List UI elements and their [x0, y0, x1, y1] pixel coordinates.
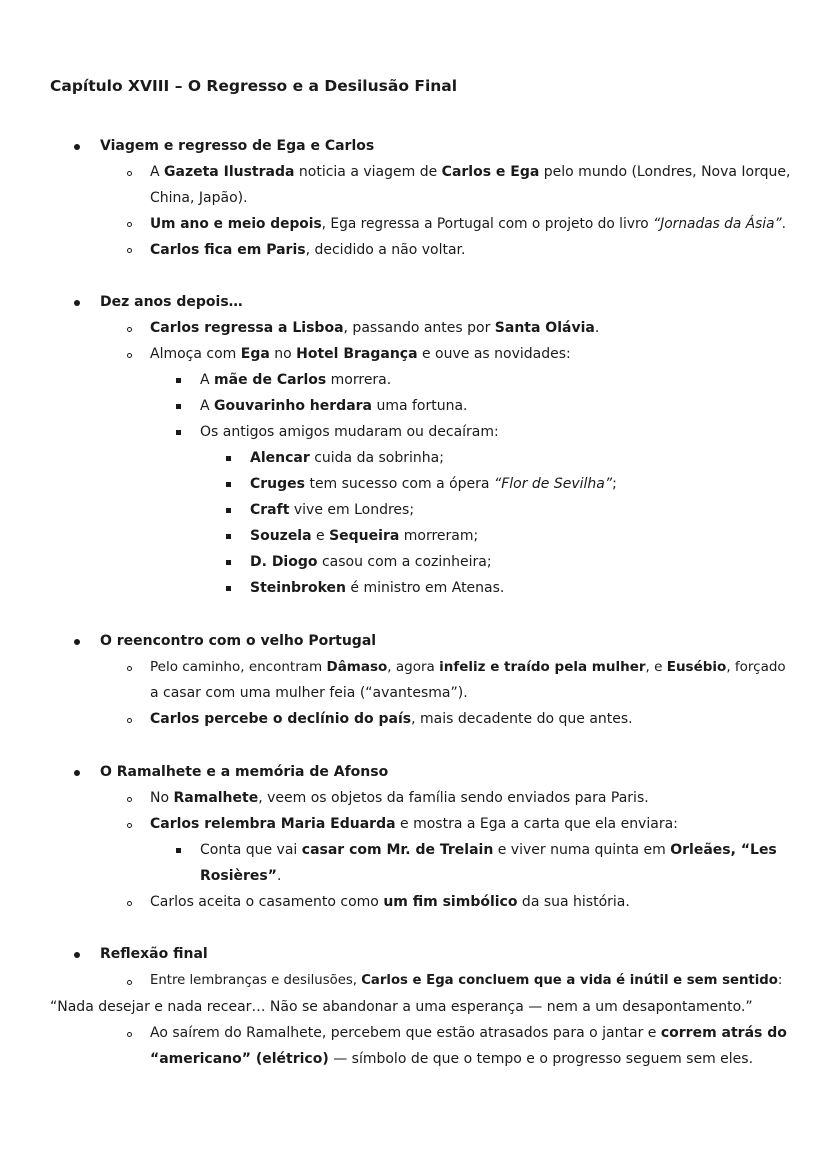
bullet-circle: [127, 248, 132, 253]
list-item: Alencar cuida da sobrinha;: [250, 450, 444, 466]
bullet-circle: [127, 353, 132, 358]
list-item: No Ramalhete, veem os objetos da família sendo enviados para Paris.: [150, 790, 649, 806]
list-item-continuation: a casar com uma mulher feia (“avantesma”).: [150, 685, 468, 701]
bullet-dot: [74, 770, 80, 776]
list-item: A Gazeta Ilustrada noticia a viagem de Carlos e Ega pelo mundo (Londres, Nova Iorque,: [150, 164, 791, 180]
section-heading: Reflexão final: [100, 946, 208, 962]
list-item: Carlos aceita o casamento como um fim simbólico da sua história.: [150, 894, 630, 910]
bullet-circle: [127, 171, 132, 176]
page-title: Capítulo XVIII – O Regresso e a Desilusão Final: [50, 77, 458, 95]
bullet-circle: [127, 980, 132, 985]
list-item: A Gouvarinho herdara uma fortuna.: [200, 398, 468, 414]
bullet-circle: [127, 222, 132, 227]
list-item: Carlos relembra Maria Eduarda e mostra a Ega a carta que ela enviara:: [150, 816, 678, 832]
list-item: Souzela e Sequeira morreram;: [250, 528, 479, 544]
list-item: Ao saírem do Ramalhete, percebem que estão atrasados para o jantar e correm atrás do: [150, 1025, 787, 1041]
bullet-dot: [74, 952, 80, 958]
bullet-square: [176, 378, 181, 383]
list-item: Os antigos amigos mudaram ou decaíram:: [200, 424, 499, 440]
bullet-square: [226, 534, 231, 539]
bullet-circle: [127, 901, 132, 906]
bullet-square: [226, 482, 231, 487]
bullet-square: [226, 508, 231, 513]
bullet-circle: [127, 797, 132, 802]
list-item: Craft vive em Londres;: [250, 502, 415, 518]
quote-line: “Nada desejar e nada recear… Não se abandonar a uma esperança — nem a um desapontamento.”: [50, 999, 753, 1015]
list-item: Pelo caminho, encontram Dâmaso, agora infeliz e traído pela mulher, e Eusébio, forçado: [150, 659, 786, 675]
bullet-dot: [74, 639, 80, 645]
bullet-square: [226, 560, 231, 565]
bullet-square: [226, 456, 231, 461]
bullet-circle: [127, 327, 132, 332]
list-item-continuation: “americano” (elétrico) — símbolo de que o tempo e o progresso seguem sem eles.: [150, 1051, 754, 1067]
list-item: Conta que vai casar com Mr. de Trelain e viver numa quinta em Orleães, “Les: [200, 842, 777, 858]
list-item: Carlos percebe o declínio do país, mais decadente do que antes.: [150, 711, 633, 727]
list-item: Almoça com Ega no Hotel Bragança e ouve as novidades:: [150, 346, 571, 362]
list-item: Um ano e meio depois, Ega regressa a Portugal com o projeto do livro “Jornadas da Ásia”.: [150, 216, 787, 232]
list-item-continuation: Rosières”.: [200, 868, 282, 884]
section-heading: Dez anos depois…: [100, 294, 243, 310]
list-item: D. Diogo casou com a cozinheira;: [250, 554, 492, 570]
list-item-continuation: China, Japão).: [150, 190, 248, 206]
bullet-circle: [127, 666, 132, 671]
section-heading: O reencontro com o velho Portugal: [100, 633, 377, 649]
bullet-circle: [127, 823, 132, 828]
bullet-square: [226, 586, 231, 591]
list-item: Entre lembranças e desilusões, Carlos e Ega concluem que a vida é inútil e sem sentido:: [150, 973, 783, 988]
bullet-dot: [74, 144, 80, 150]
bullet-square: [176, 848, 181, 853]
list-item: Carlos fica em Paris, decidido a não voltar.: [150, 242, 466, 258]
section-heading: O Ramalhete e a memória de Afonso: [100, 764, 389, 780]
list-item: Cruges tem sucesso com a ópera “Flor de Sevilha”;: [250, 476, 617, 492]
bullet-circle: [127, 1032, 132, 1037]
bullet-square: [176, 430, 181, 435]
list-item: A mãe de Carlos morrera.: [200, 372, 392, 388]
bullet-dot: [74, 300, 80, 306]
bullet-circle: [127, 718, 132, 723]
list-item: Carlos regressa a Lisboa, passando antes por Santa Olávia.: [150, 320, 600, 336]
bullet-square: [176, 404, 181, 409]
section-heading: Viagem e regresso de Ega e Carlos: [100, 138, 375, 154]
list-item: Steinbroken é ministro em Atenas.: [250, 580, 505, 596]
